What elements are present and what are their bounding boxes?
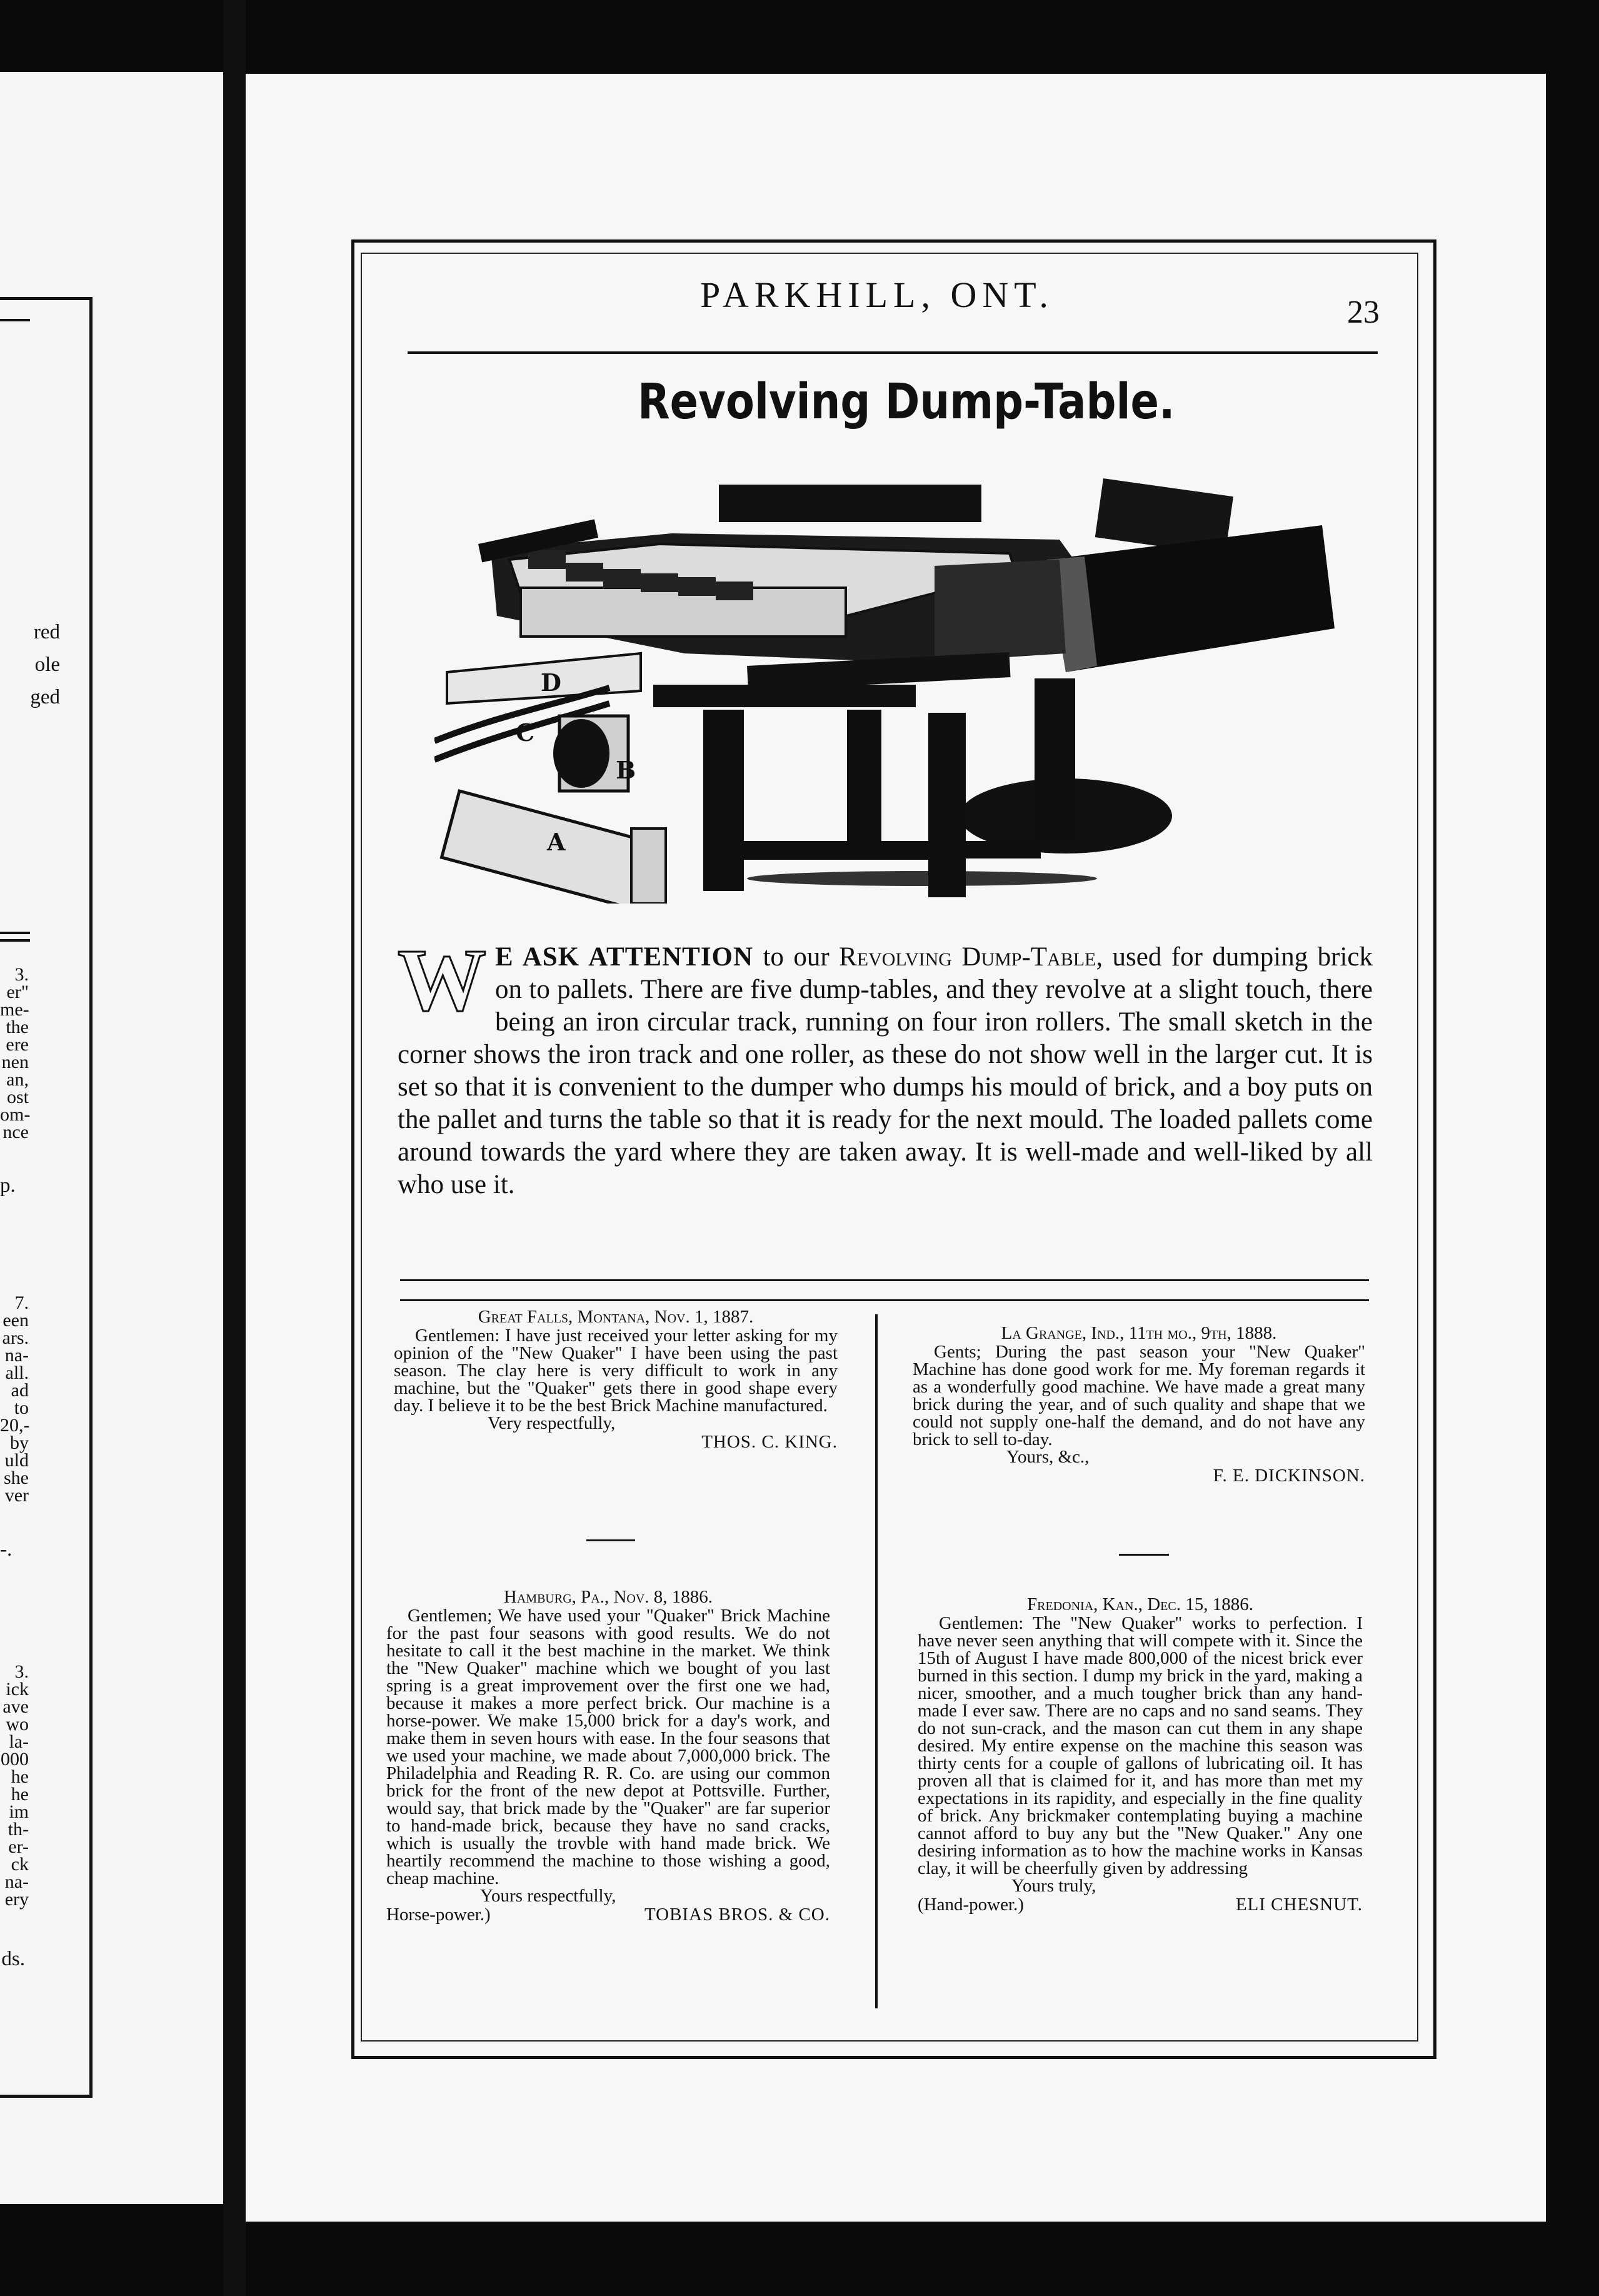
- article-title: Revolving Dump-Table.: [638, 374, 1175, 430]
- adjacent-page-rule: [0, 939, 30, 942]
- adjacent-text-fragment: nce: [3, 1122, 29, 1142]
- adjacent-page-rule: [0, 319, 30, 321]
- adjacent-text-fragments: [0, 966, 29, 1141]
- testimonial-salutation: Gentlemen:: [939, 1613, 1024, 1633]
- adjacent-text-fragments: [0, 616, 60, 713]
- adjacent-page-rule: [0, 932, 30, 934]
- product-name: Revolving Dump-Table: [839, 942, 1096, 972]
- figure-label-d: D: [541, 668, 561, 697]
- adjacent-text-fragment: er-: [8, 1836, 29, 1857]
- adjacent-text-fragment: ck: [11, 1854, 29, 1875]
- adjacent-text-fragment: 3.: [14, 1661, 29, 1682]
- book-spine: [223, 0, 246, 2296]
- article-body: [398, 930, 1373, 1201]
- adjacent-text-fragment: nen: [1, 1052, 29, 1072]
- testimonial-closing: Yours, &c.,: [1006, 1447, 1090, 1467]
- adjacent-text-fragment: 000: [1, 1749, 29, 1770]
- adjacent-text-fragment: p.: [0, 1174, 16, 1197]
- adjacent-text-fragment: ver: [4, 1485, 29, 1506]
- testimonial-salutation: Gentlemen:: [415, 1326, 500, 1346]
- header-rule: [408, 351, 1378, 354]
- adjacent-text-fragments: [0, 1294, 29, 1504]
- adjacent-text-fragment: me-: [0, 999, 29, 1020]
- adjacent-text-fragment: th-: [8, 1819, 29, 1840]
- adjacent-text-fragment: by: [10, 1432, 29, 1453]
- testimonial-power-note: (Hand-power.): [918, 1895, 1024, 1915]
- testimonial-body: We have used your "Quaker" Brick Machine for the past four seasons with good results. We do not hesitate to call it the best machine in the market. We think the "New Quaker" machine which we bought of you last spring is a great improvement over the first one we had, because it makes a more perfect brick. Our machine is a horse-power. We make 15,000 brick for a day's work, and make them in seven hours with ease. In the four seasons that we used your machine, we made about 7,000,000 brick. The Philadelphia and Reading R. R. Co. are using our common brick for the front of the new depot at Pottsville. Further, would say, that brick made by the "Quaker" are far superior to hand-made brick, because they have no sand cracks, which is usually the trovble with hand made brick. We heartily recommend the machine to those wishing a good, cheap machine.: [386, 1606, 830, 1888]
- adjacent-text-fragment: she: [4, 1468, 29, 1488]
- testimonial-salutation: Gentlemen;: [408, 1606, 493, 1626]
- adjacent-text-fragment: -.: [0, 1538, 13, 1561]
- testimonial-signature: THOS. C. KING.: [701, 1432, 838, 1452]
- figure-label-c: C: [516, 718, 535, 747]
- testimonial-signature: F. E. DICKINSON.: [1213, 1466, 1365, 1486]
- testimonial-tobias: [386, 1588, 830, 1923]
- testimonial-body: The "New Quaker" works to perfection. I have never seen anything that will compete with it. Since the 15th of August I have made 800,000 of the nicest brick ever burned in this section. I dump my brick in the yard, making a nicer, smoother, and a much tougher brick than any hand-made I ever saw. There are no caps and no sand seams. They do not sun-crack, and the mason can cut them in any shape desired. My entire expense on the machine this season was thirty cents for a couple of gallons of lubricating oil. It has proven all that is claimed for it, and has more than met my expectations in its rapidity, and especially in the fine quality of brick. Any brickmaker contemplating buying a machine cannot afford to buy any but the "New Quaker." Any one desiring information as to how the machine works in Kansas clay, it will be cheerfully given by addressing: [918, 1613, 1363, 1878]
- drop-cap: W: [398, 930, 486, 1029]
- testimonial-place-date: La Grange, Ind., 11th mo., 9th, 1888.: [1001, 1323, 1277, 1343]
- testimonial-chesnut: [918, 1596, 1363, 1913]
- testimonial-separator: [586, 1539, 635, 1541]
- adjacent-text-fragment: to: [14, 1397, 29, 1418]
- dump-table-engraving: [434, 466, 1341, 904]
- section-rule: [400, 1299, 1369, 1301]
- adjacent-text-fragment: he: [11, 1766, 29, 1787]
- article-text: to our: [753, 942, 840, 972]
- testimonial-place-date: Hamburg, Pa., Nov. 8, 1886.: [503, 1587, 713, 1607]
- testimonial-body: During the past season your "New Quaker" Machine has done good work for me. My foreman regards it as a wonderfully good machine. We have made a great many brick during the year, and of such quality and shape that we could not supply one-half the demand, and do not have any brick to sell to-day.: [913, 1342, 1365, 1449]
- adjacent-text-fragment: na-: [4, 1345, 29, 1366]
- page-number: 23: [1347, 295, 1380, 330]
- testimonial-closing: Yours respectfully,: [480, 1886, 616, 1906]
- testimonial-separator: [1119, 1554, 1169, 1556]
- running-head: PARKHILL, ONT.: [700, 274, 1054, 315]
- adjacent-text-fragment: een: [3, 1310, 29, 1331]
- testimonial-place-date: Great Falls, Montana, Nov. 1, 1887.: [478, 1307, 754, 1327]
- testimonial-power-note: Horse-power.): [386, 1905, 491, 1925]
- article-text: , used for dumping brick on to pallets. There are five dump-tables, and they revolve at a slight touch, there being an iron circular track, running on four iron rollers. The small sketch in the corner shows the iron track and one roller, as these do not show well in the larger cut. It is set so that it is convenient to the dumper who dumps his mould of brick, and a boy puts on the pallet and turns the table so that it is ready for the next mould. The loaded pallets come around towards the yard where they are taken away. It is well-made and well-liked by all who use it.: [398, 942, 1373, 1199]
- testimonial-signature: ELI CHESNUT.: [1235, 1895, 1363, 1915]
- adjacent-text-fragment: the: [6, 1017, 29, 1037]
- adjacent-text-fragment: red: [33, 621, 60, 643]
- testimonial-king: [394, 1308, 838, 1451]
- figure-label-a: A: [547, 828, 566, 856]
- adjacent-text-fragment: ick: [6, 1679, 29, 1699]
- adjacent-text-fragment: an,: [6, 1069, 29, 1090]
- testimonial-closing: Very respectfully,: [488, 1413, 616, 1433]
- figure-label-b: B: [616, 756, 636, 784]
- adjacent-text-fragment: im: [9, 1801, 29, 1822]
- adjacent-text-fragment: ery: [4, 1889, 29, 1910]
- adjacent-text-fragment: ds.: [1, 1948, 25, 1970]
- testimonial-dickinson: [913, 1324, 1365, 1484]
- adjacent-text-fragment: la-: [9, 1731, 29, 1752]
- testimonial-salutation: Gents;: [934, 1342, 981, 1362]
- adjacent-text-fragment: er": [6, 982, 29, 1002]
- testimonial-body: I have just received your letter asking for my opinion of the "New Quaker" I have been using the past season. The clay here is very difficult to work in any machine, but the "Quaker" gets there in good shape every day. I believe it to be the best Brick Machine manufactured.: [394, 1326, 838, 1416]
- adjacent-text-fragment: ere: [6, 1034, 29, 1055]
- adjacent-text-fragment: ost: [6, 1087, 29, 1107]
- adjacent-text-fragment: he: [11, 1784, 29, 1805]
- adjacent-text-fragment: wo: [6, 1714, 29, 1735]
- adjacent-text-fragment: uld: [4, 1450, 29, 1471]
- section-rule: [400, 1279, 1369, 1281]
- testimonial-closing: Yours truly,: [1011, 1876, 1096, 1896]
- adjacent-text-fragment: om-: [0, 1104, 31, 1125]
- adjacent-text-fragment: na-: [4, 1871, 29, 1892]
- adjacent-text-fragment: ole: [34, 653, 60, 676]
- adjacent-text-fragment: 3.: [14, 964, 29, 985]
- adjacent-text-fragment: all.: [5, 1362, 29, 1383]
- testimonial-place-date: Fredonia, Kan., Dec. 15, 1886.: [1027, 1594, 1253, 1614]
- adjacent-text-fragment: ave: [3, 1696, 29, 1717]
- adjacent-text-fragment: 20,-: [0, 1415, 30, 1436]
- testimonial-signature: TOBIAS BROS. & CO.: [644, 1905, 830, 1925]
- adjacent-text-fragment: ad: [11, 1380, 29, 1401]
- adjacent-left-page: [0, 72, 234, 2204]
- adjacent-text-fragment: ars.: [2, 1327, 29, 1348]
- adjacent-text-fragments: [0, 1663, 29, 1908]
- adjacent-text-fragment: ged: [30, 686, 60, 708]
- article-lead: E ASK ATTENTION: [495, 942, 754, 972]
- column-divider: [875, 1314, 878, 2008]
- adjacent-text-fragment: 7.: [14, 1292, 29, 1313]
